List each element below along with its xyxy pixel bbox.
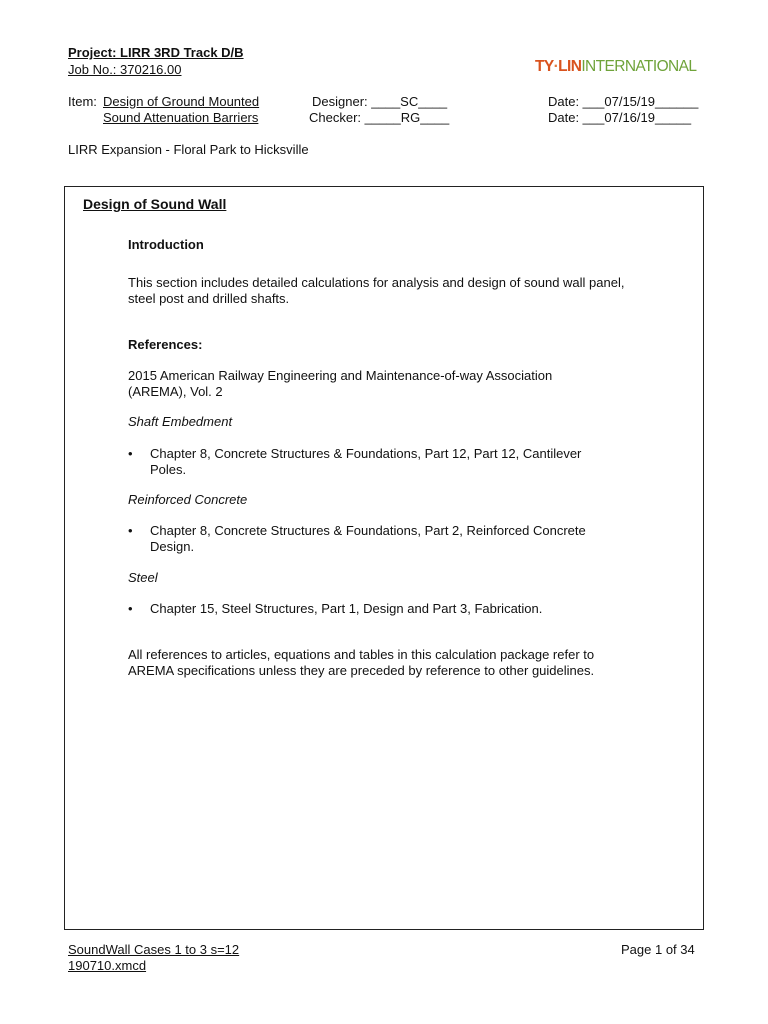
- bullet-icon: •: [128, 523, 133, 538]
- ref-section-title: Reinforced Concrete: [128, 492, 248, 507]
- item-line-1: Design of Ground Mounted: [103, 94, 260, 109]
- expansion-subtitle: LIRR Expansion - Floral Park to Hicksville: [68, 142, 309, 157]
- date-designed: Date: ___07/15/19______: [548, 94, 699, 109]
- page-number: Page 1 of 34: [621, 942, 695, 957]
- job-number: Job No.: 370216.00: [68, 62, 182, 77]
- arema-reference: 2015 American Railway Engineering and Maintenance-of-way Association (AREMA), Vol. 2: [128, 368, 553, 399]
- project-title: Project: LIRR 3RD Track D/B: [68, 45, 244, 60]
- bullet-icon: •: [128, 446, 133, 461]
- designer-field: Designer: ____SC____: [312, 94, 448, 109]
- date-checked: Date: ___07/16/19_____: [548, 110, 692, 125]
- intro-text: This section includes detailed calculations for analysis and design of sound wall panel, steel post and drilled shafts.: [128, 275, 625, 306]
- logo-lin: LIN: [558, 58, 582, 75]
- ref-bullet-text: Chapter 8, Concrete Structures & Foundations, Part 2, Reinforced Concrete Design.: [150, 523, 586, 554]
- bullet-icon: •: [128, 601, 133, 616]
- section-title: Design of Sound Wall: [83, 196, 227, 212]
- company-logo: [535, 58, 696, 76]
- ref-section-title: Steel: [128, 570, 158, 585]
- item-line-2: Sound Attenuation Barriers: [103, 110, 259, 125]
- item-label: Item:: [68, 94, 97, 109]
- ref-section-title: Shaft Embedment: [128, 414, 233, 429]
- ref-bullet-text: Chapter 8, Concrete Structures & Foundations, Part 12, Part 12, Cantilever Poles.: [150, 446, 582, 477]
- intro-heading: Introduction: [128, 237, 204, 252]
- logo-international: INTERNATIONAL: [581, 58, 697, 75]
- footer-filename-line-1: SoundWall Cases 1 to 3 s=12: [68, 942, 240, 957]
- checker-field: Checker: _____RG____: [309, 110, 450, 125]
- footer-filename-line-2: 190710.xmcd: [68, 958, 147, 973]
- closing-note: All references to articles, equations and tables in this calculation package refer to AREMA specifications unless they are preceded by reference to other guidelines.: [128, 647, 595, 678]
- references-heading: References:: [128, 337, 203, 352]
- logo-ty: TY: [535, 58, 554, 75]
- logo-dot: ·: [553, 58, 559, 75]
- ref-bullet-text: Chapter 15, Steel Structures, Part 1, Design and Part 3, Fabrication.: [150, 601, 543, 616]
